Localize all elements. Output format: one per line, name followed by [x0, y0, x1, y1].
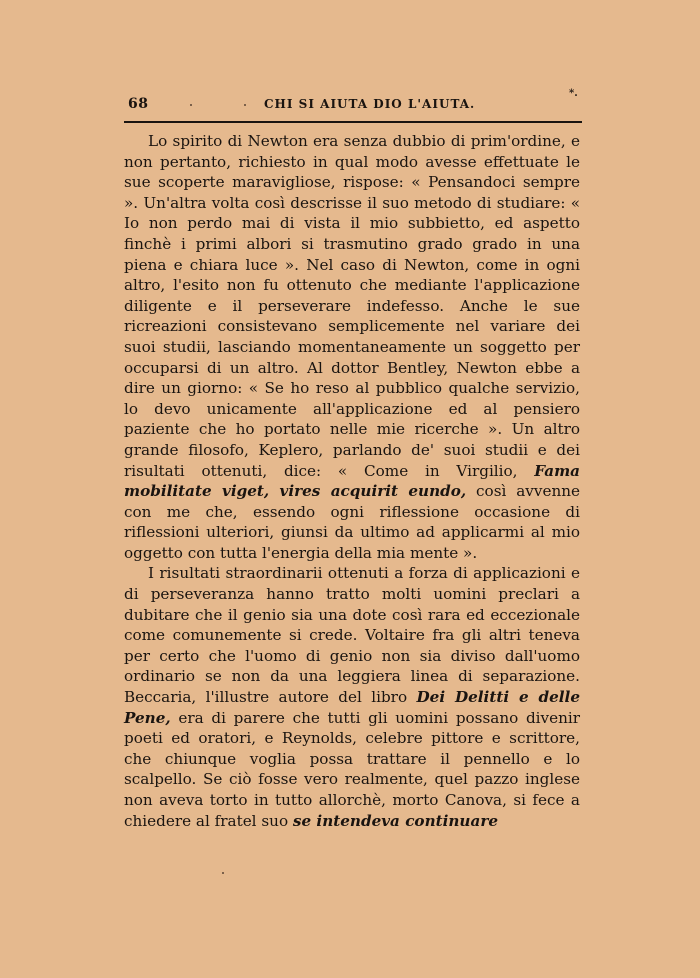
- header-rule: [124, 121, 582, 123]
- paragraph-1: [124, 131, 580, 563]
- latin-quote: Fama mobilitate viget, vires acquirit eundo,: [124, 461, 580, 501]
- speck: [190, 104, 192, 106]
- page-number: 68: [128, 96, 149, 112]
- paragraph-2-text-b: era di parere che tutti gli uomini possano divenir poeti ed oratori, e Reynolds, celebre pittore e scrittore, che chiunque voglia possa trattare il pennello e lo scalpello. Se ciò fosse vero realmente, quel pazzo inglese non aveva torto in tutto allorchè, morto Canova, si fece a chiedere al fratel suo: [124, 708, 580, 830]
- speck: [244, 104, 246, 106]
- paragraph-1-text-b: così avvenne con me che, essendo ogni riflessione occasione di riflessioni ulteriori, giunsi da ultimo ad applicarmi al mio oggetto con tutta l'energia della mia mente ».: [124, 482, 580, 562]
- body-text: [124, 131, 580, 831]
- closing-italic: se intendeva continuare: [292, 811, 498, 830]
- speck: [222, 872, 224, 874]
- book-title-italic: Dei Delitti e delle Pene,: [124, 688, 580, 727]
- running-title: CHI SI AIUTA DIO L'AIUTA.: [264, 97, 476, 111]
- paragraph-1-text-a: Lo spirito di Newton era senza dubbio di prim'ordine, e non pertanto, richiesto in qual modo avesse effettuate le sue scoperte maravigliose, rispose: « Pensandoci sempre ». Un'altra volta così descrisse il suo metodo di studiare: « Io non perdo mai di vista il mio subbietto, ed aspetto finchè i primi albori si trasmutino grado grado in una piena e chiara luce ». Nel caso di Newton, come in ogni altro, l'esito non fu ottenuto che mediante l'applicazione diligente e il perseverare indefesso. Anche le sue ricreazioni consistevano semplicemente nel variare dei suoi studii, lasciando momentaneamente un soggetto per occuparsi di un altro. Al dottor Bentley, Newton ebbe a dire un giorno: « Se ho reso al pubblico qualche servizio, lo devo unicamente all'applicazione ed al pensiero paziente che ho portato nelle mie ricerche ». Un altro grande filosofo, Keplero, parlando de' suoi studii e dei risultati ottenuti, dice: « Come in Virgilio,: [124, 132, 580, 480]
- page-header: [124, 96, 582, 118]
- paragraph-2-text-a: I risultati straordinarii ottenuti a forza di applicazioni e di perseveranza hanno tratto molti uomini preclari a dubitare che il genio sia una dote così rara ed eccezionale come comunemente si crede. Voltaire fra gli altri teneva per certo che l'uomo di genio non sia diviso dall'uomo ordinario se non da una leggiera linea di separazione. Beccaria, l'illustre autore del libro: [124, 564, 580, 707]
- paragraph-2: [124, 563, 580, 831]
- corner-mark: *.: [569, 88, 578, 99]
